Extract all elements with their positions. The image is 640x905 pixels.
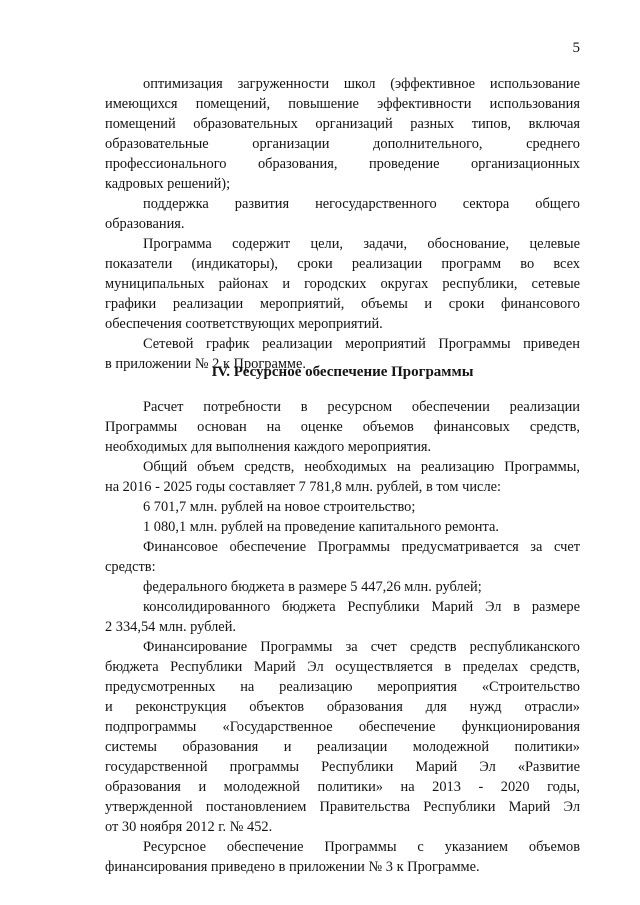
text-line: необходимых для выполнения каждого мероприятия.: [105, 439, 432, 455]
text-line: профессионального образования, проведение организационных: [105, 156, 580, 172]
text-line: консолидированного бюджета Республики Марий Эл в размере: [143, 599, 580, 615]
text-line: обеспечения соответствующих мероприятий.: [105, 316, 383, 332]
text-line: 2 334,54 млн. рублей.: [105, 619, 236, 635]
text-line: образовательные организации дополнительного, среднего: [105, 136, 580, 152]
text-line: образования.: [105, 216, 185, 232]
body-text-top: [105, 74, 580, 374]
text-line: предусмотренных на реализацию мероприятия «Строительство: [105, 679, 580, 695]
text-line: Сетевой график реализации мероприятий Программы приведен: [143, 336, 580, 352]
text-line: Общий объем средств, необходимых на реализацию Программы,: [143, 459, 580, 475]
text-line: оптимизация загруженности школ (эффективное использование: [143, 76, 580, 92]
text-line: федерального бюджета в размере 5 447,26 млн. рублей;: [143, 579, 482, 595]
text-line: кадровых решений);: [105, 176, 231, 192]
text-line: в приложении № 2 к Программе.: [105, 356, 307, 372]
text-line: утвержденной постановлением Правительства Республики Марий Эл: [105, 799, 580, 815]
text-line: Программы основан на оценке объемов финансовых средств,: [105, 419, 580, 435]
text-line: на 2016 - 2025 годы составляет 7 781,8 млн. рублей, в том числе:: [105, 479, 502, 495]
body-text-bottom: [105, 397, 580, 877]
text-line: от 30 ноября 2012 г. № 452.: [105, 819, 273, 835]
text-line: образования и молодежной политики» на 2013 - 2020 годы,: [105, 779, 580, 795]
text-line: Расчет потребности в ресурсном обеспечении реализации: [143, 399, 580, 415]
text-line: графики реализации мероприятий, объемы и сроки финансового: [105, 296, 580, 312]
section-heading: IV. Ресурсное обеспечение Программы: [211, 364, 474, 380]
text-line: помещений образовательных организаций разных типов, включая: [105, 116, 580, 132]
text-line: и реконструкция объектов образования для нужд отрасли»: [105, 699, 580, 715]
text-line: Ресурсное обеспечение Программы с указанием объемов: [143, 839, 580, 855]
text-line: 1 080,1 млн. рублей на проведение капитального ремонта.: [143, 519, 499, 535]
text-line: показатели (индикаторы), сроки реализации программ во всех: [105, 256, 580, 272]
text-line: муниципальных районах и городских округах республики, сетевые: [105, 276, 580, 292]
text-line: подпрограммы «Государственное обеспечение функционирования: [105, 719, 580, 735]
text-line: финансирования приведено в приложении № 3 к Программе.: [105, 859, 480, 875]
text-line: бюджета Республики Марий Эл осуществляется в пределах средств,: [105, 659, 580, 675]
page-number: 5: [572, 40, 580, 56]
text-line: средств:: [105, 559, 156, 575]
text-line: Финансирование Программы за счет средств республиканского: [143, 639, 580, 655]
text-line: государственной программы Республики Марий Эл «Развитие: [105, 759, 580, 775]
text-line: Программа содержит цели, задачи, обоснование, целевые: [143, 236, 580, 252]
text-line: поддержка развития негосударственного сектора общего: [143, 196, 580, 212]
text-line: имеющихся помещений, повышение эффективности использования: [105, 96, 580, 112]
text-line: Финансовое обеспечение Программы предусматривается за счет: [143, 539, 580, 555]
text-line: системы образования и реализации молодежной политики»: [105, 739, 580, 755]
text-line: 6 701,7 млн. рублей на новое строительство;: [143, 499, 416, 515]
